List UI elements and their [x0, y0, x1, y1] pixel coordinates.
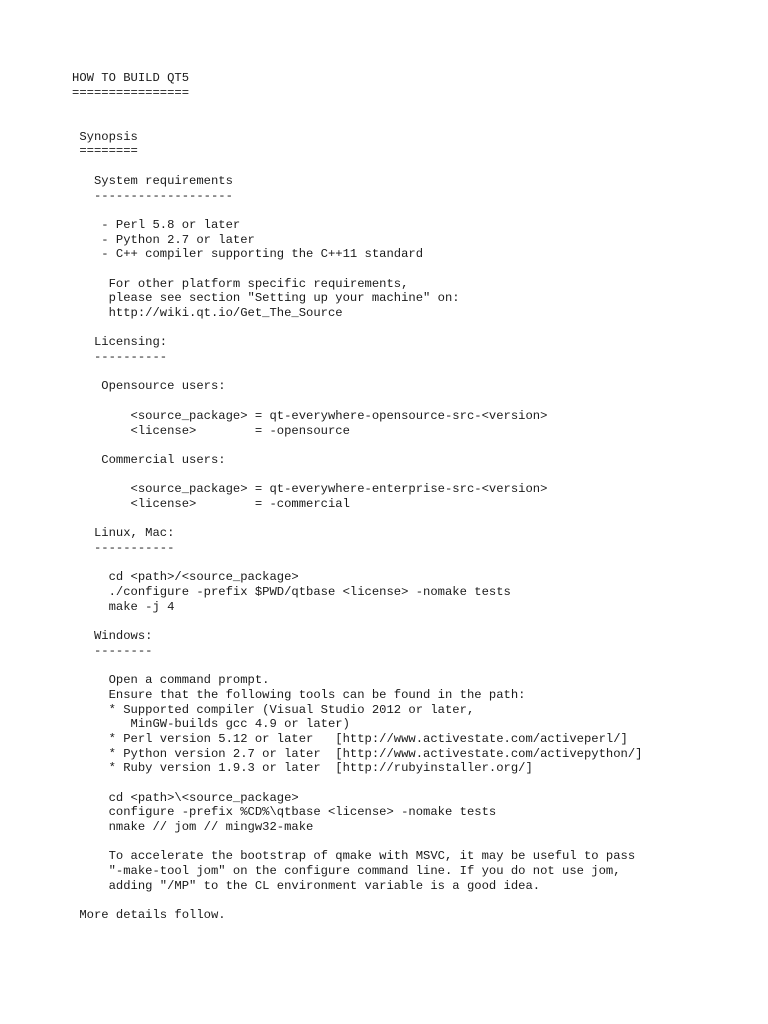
linux-mac-underline: ----------- [72, 541, 175, 555]
windows-heading: Windows: [72, 629, 153, 644]
code-line: nmake // jom // mingw32-make [72, 820, 314, 835]
synopsis-heading: Synopsis [72, 129, 138, 144]
windows-instruction-line: Ensure that the following tools can be found in the path: [72, 687, 526, 702]
linux-mac-heading: Linux, Mac: [72, 526, 175, 541]
more-details-line: More details follow. [72, 908, 226, 923]
msvc-note-line: To accelerate the bootstrap of qmake with MSVC, it may be useful to pass [72, 849, 636, 864]
blank-line [72, 115, 752, 130]
code-line: cd <path>\<source_package> [72, 790, 299, 805]
blank-line [72, 659, 752, 674]
blank-line [72, 438, 752, 453]
code-line: <source_package> = qt-everywhere-enterprise-src-<version> [72, 482, 548, 497]
system-requirements-underline: ------------------- [72, 188, 233, 203]
blank-line [72, 614, 752, 629]
blank-line [72, 100, 752, 115]
requirement-item: - Perl 5.8 or later [72, 217, 241, 232]
windows-instruction-line: Open a command prompt. [72, 673, 270, 688]
windows-underline: -------- [72, 643, 153, 658]
blank-line [72, 159, 752, 174]
platform-note-url: http://wiki.qt.io/Get_The_Source [72, 306, 343, 320]
code-line: <license> = -opensource [72, 423, 350, 438]
platform-note-line: For other platform specific requirements, [72, 276, 409, 291]
blank-line [72, 365, 752, 380]
doc-title-underline: ================ [72, 85, 190, 100]
tool-item: * Ruby version 1.9.3 or later [http://rubyinstaller.org/] [72, 761, 533, 776]
blank-line [72, 835, 752, 850]
msvc-note-line: "-make-tool jom" on the configure command line. If you do not use jom, [72, 864, 621, 879]
document-text [72, 71, 752, 923]
blank-line [72, 203, 752, 218]
tool-item: * Supported compiler (Visual Studio 2012 or later, [72, 702, 475, 717]
synopsis-underline: ======== [72, 144, 138, 159]
blank-line [72, 394, 752, 409]
code-line: ./configure -prefix $PWD/qtbase <license> -nomake tests [72, 585, 511, 600]
requirement-item: - Python 2.7 or later [72, 232, 255, 247]
commercial-users-heading: Commercial users: [72, 452, 226, 467]
system-requirements-heading: System requirements [72, 173, 233, 188]
blank-line [72, 468, 752, 483]
blank-line [72, 894, 752, 909]
tool-item-continuation: MinGW-builds gcc 4.9 or later) [72, 717, 350, 732]
blank-line [72, 776, 752, 791]
doc-title: HOW TO BUILD QT5 [72, 71, 190, 85]
platform-note-line: please see section "Setting up your machine" on: [72, 291, 460, 306]
blank-line [72, 556, 752, 571]
blank-line [72, 321, 752, 336]
opensource-users-heading: Opensource users: [72, 379, 226, 394]
code-line: configure -prefix %CD%\qtbase <license> -nomake tests [72, 805, 497, 820]
blank-line [72, 262, 752, 277]
blank-line [72, 512, 752, 527]
requirement-item: - C++ compiler supporting the C++11 standard [72, 247, 424, 262]
code-line: <source_package> = qt-everywhere-opensource-src-<version> [72, 408, 548, 423]
msvc-note-line: adding "/MP" to the CL environment variable is a good idea. [72, 878, 541, 893]
code-line: cd <path>/<source_package> [72, 570, 299, 585]
licensing-underline: ---------- [72, 350, 168, 365]
code-line: <license> = -commercial [72, 496, 350, 511]
licensing-heading: Licensing: [72, 335, 168, 350]
code-line: make -j 4 [72, 599, 175, 614]
tool-item: * Perl version 5.12 or later [http://www.activestate.com/activeperl/] [72, 731, 628, 746]
tool-item: * Python version 2.7 or later [http://www.activestate.com/activepython/] [72, 746, 643, 761]
